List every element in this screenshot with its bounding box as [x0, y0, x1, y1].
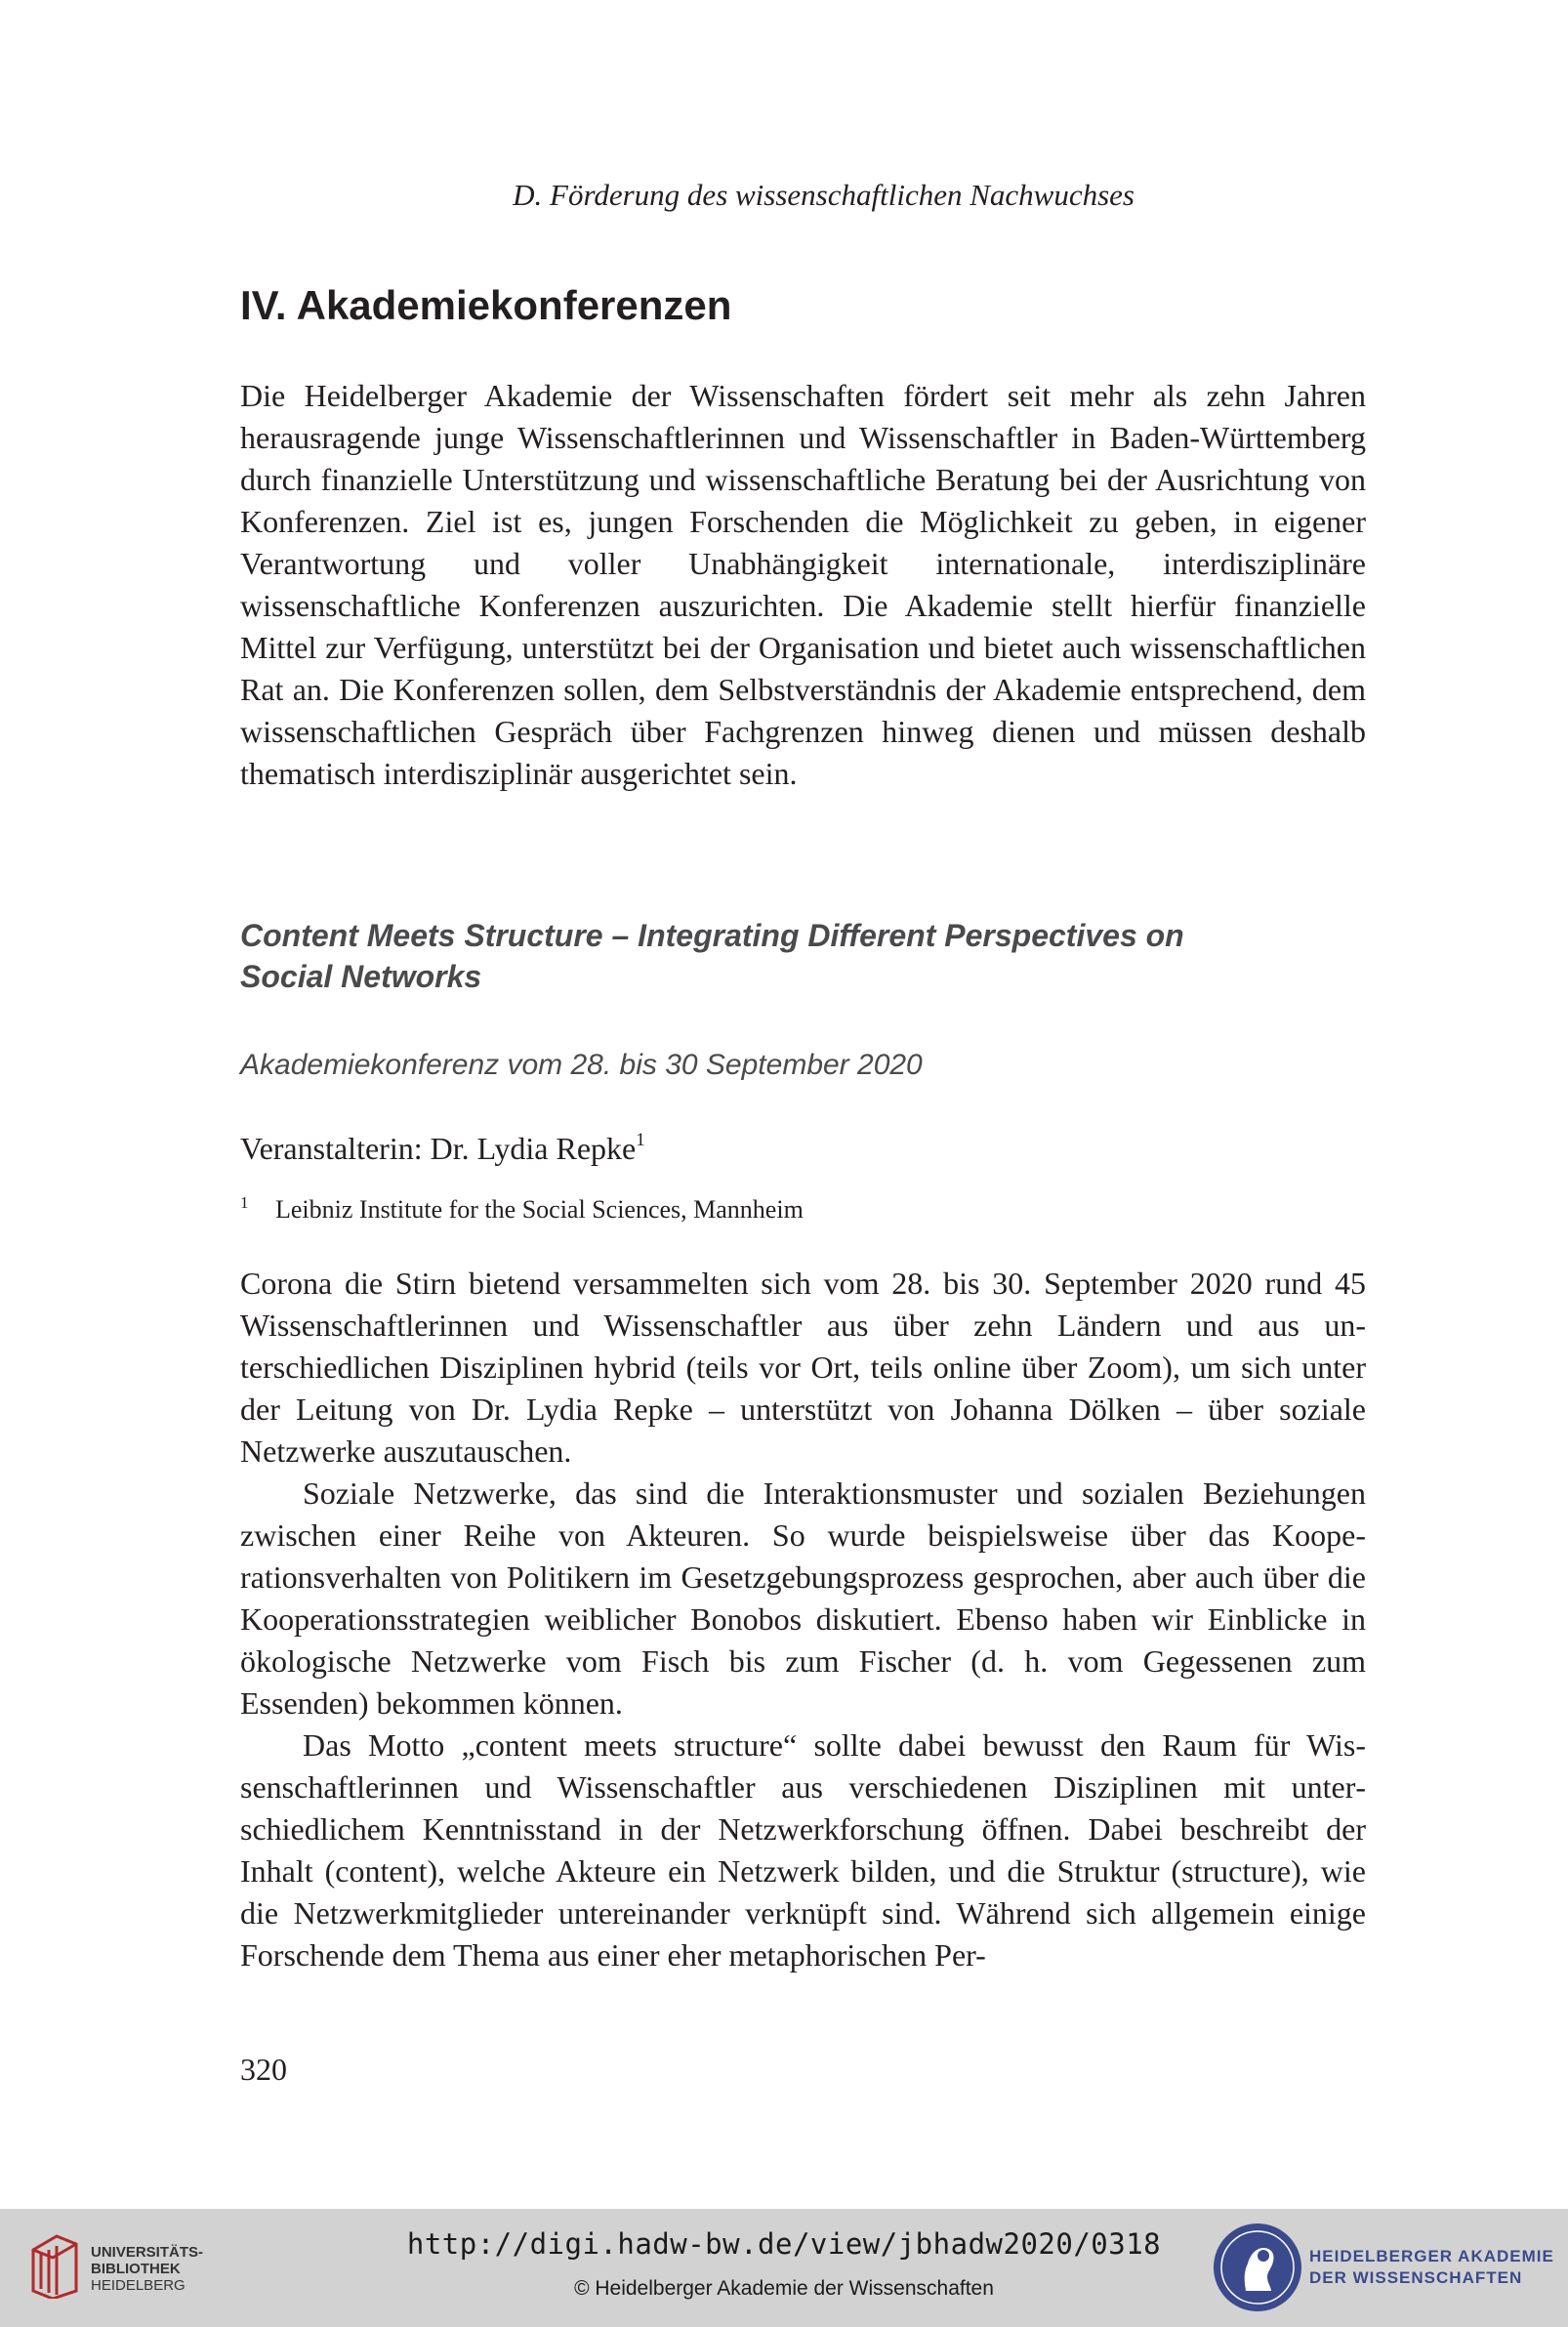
footnote-number: 1 — [240, 1193, 249, 1212]
conference-organizer — [240, 1128, 645, 1169]
conference-title-line1: Content Meets Structure – Integrating Different Perspectives on — [240, 918, 1184, 953]
main-text — [240, 1263, 1366, 1976]
conference-title-line2: Social Networks — [240, 959, 482, 994]
conference-date: Akademiekonferenz vom 28. bis 30 September 2020 — [240, 1049, 923, 1081]
footnote-reference[interactable]: 1 — [636, 1130, 645, 1150]
ub-logo-line2: BIBLIOTHEK — [91, 2261, 181, 2277]
hadw-logo-line1: HEIDELBERGER AKADEMIE — [1309, 2247, 1554, 2265]
conference-title — [240, 915, 1366, 997]
ub-logo-line1: UNIVERSITÄTS- — [91, 2244, 204, 2261]
footer-copyright: © Heidelberger Akademie der Wissenschaften — [574, 2277, 994, 2300]
footnote — [240, 1185, 804, 1227]
main-paragraph-1: Corona die Stirn bietend versammelten sich vom 28. bis 30. September 2020 rund 45 Wissenschaftlerinnen und Wissenschaftler aus über zehn Ländern und aus unterschiedlichen Disziplinen hybrid (teils vor Ort, teils online über Zoom), um sich unter der Leitung von Dr. Lydia Repke – unterstützt von Johanna Dölken – über soziale Netzwerke auszutauschen. — [240, 1266, 1366, 1469]
hadw-logo-line2: DER WISSENSCHAFTEN — [1309, 2268, 1523, 2287]
intro-paragraph: Die Heidelberger Akademie der Wissenschaften fördert seit mehr als zehn Jahren herausragende junge Wissenschaftlerinnen und Wissenschaftler in Baden-Württemberg durch finanzielle Unterstützung und wissenschaftliche Beratung bei der Ausrichtung von Konferenzen. Ziel ist es, jungen Forschenden die Möglichkeit zu geben, in eigener Verantwortung und voller Unabhängigkeit internationale, interdisziplinäre wissenschaftliche Konferenzen auszurichten. Die Akademie stellt hierfür finanzielle Mittel zur Verfügung, unterstützt bei der Organisation und bietet auch wissenschaftlichen Rat an. Die Konferenzen sollen, dem Selbstverständnis der Akademie entsprechend, dem wissenschaftlichen Gespräch über Fachgrenzen hinweg dienen und müssen deshalb thematisch interdisziplinär ausgerichtet sein. — [240, 378, 1366, 791]
chapter-title: IV. Akademiekonferenzen — [240, 282, 732, 328]
page-number: 320 — [240, 2052, 287, 2087]
footnote-text: Leibniz Institute for the Social Sciences, Mannheim — [275, 1195, 804, 1224]
hadw-logo-text — [1309, 2246, 1554, 2289]
footer-bar — [0, 2209, 1568, 2327]
main-paragraph-2: Soziale Netzwerke, das sind die Interaktionsmuster und sozialen Beziehungen zwischen einer Reihe von Akteuren. So wurde beispielsweise über das Kooperationsverhalten von Politikern im Gesetzgebungsprozess gesprochen, aber auch über die Kooperationsstrategien weiblicher Bonobos diskutiert. Ebenso haben wir Einblicke in ökologische Netzwerke vom Fisch bis zum Fischer (d. h. vom Gegessenen zum Essenden) bekommen können. — [240, 1475, 1366, 1721]
running-head: D. Förderung des wissenschaftlichen Nachwuchses — [513, 178, 1135, 212]
ub-logo-line3: HEIDELBERG — [91, 2277, 186, 2294]
organizer-text: Veranstalterin: Dr. Lydia Repke — [240, 1131, 637, 1166]
akademie-seal-icon[interactable] — [1211, 2221, 1304, 2314]
main-paragraph-3: Das Motto „content meets structure“ sollte dabei bewusst den Raum für Wissenschaftlerinnen und Wissenschaftler aus verschiedenen Disziplinen mit unterschiedlichem Kenntnisstand in der Netzwerkforschung öffnen. Dabei beschreibt der Inhalt (content), welche Akteure ein Netzwerk bilden, und die Struktur (structure), wie die Netzwerkmitglieder untereinander verknüpft sind. Während sich allgemein einige Forschende dem Thema aus einer eher metaphorischen Per- — [240, 1727, 1366, 1973]
footer-url-link[interactable]: http://digi.hadw-bw.de/view/jbhadw2020/0318 — [406, 2227, 1162, 2261]
